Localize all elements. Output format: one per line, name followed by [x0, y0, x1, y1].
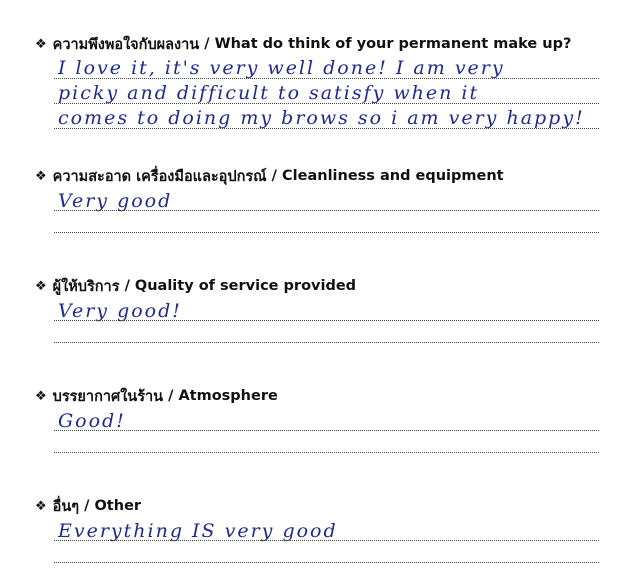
satisfaction-heading-thai: ความพึงพอใจกับผลงาน: [52, 36, 200, 53]
other-dotted-line-2: [54, 562, 599, 563]
cleanliness-heading: [35, 164, 504, 188]
diamond-bullet-icon: ❖: [35, 498, 47, 514]
cleanliness-heading-english: / Cleanliness and equipment: [271, 168, 504, 184]
other-heading-thai: อื่นๆ: [52, 498, 80, 515]
service-heading-thai: ผู้ให้บริการ: [52, 278, 120, 295]
diamond-bullet-icon: ❖: [35, 36, 47, 52]
satisfaction-dotted-line-2: [54, 103, 599, 104]
satisfaction-answer-line-1: I love it, it's very well done! I am very: [58, 57, 505, 79]
atmosphere-dotted-line-1: [54, 430, 599, 431]
cleanliness-dotted-line-2: [54, 232, 599, 233]
diamond-bullet-icon: ❖: [35, 388, 47, 404]
satisfaction-dotted-line-3: [54, 128, 599, 129]
satisfaction-heading-english: / What do think of your permanent make up?: [204, 36, 572, 52]
atmosphere-answer-line-1: Good!: [58, 410, 126, 432]
atmosphere-heading-english: / Atmosphere: [168, 388, 278, 404]
other-answer-line-1: Everything IS very good: [58, 520, 338, 542]
satisfaction-dotted-line-1: [54, 78, 599, 79]
cleanliness-heading-thai: ความสะอาด เครื่องมือและอุปกรณ์: [52, 168, 267, 185]
other-heading-english: / Other: [84, 498, 142, 514]
other-heading: [35, 494, 141, 518]
diamond-bullet-icon: ❖: [35, 278, 47, 294]
atmosphere-heading-thai: บรรยากาศในร้าน: [52, 388, 164, 405]
satisfaction-answer-line-2: picky and difficult to satisfy when it: [58, 82, 480, 104]
cleanliness-answer-line-1: Very good: [58, 190, 173, 212]
atmosphere-dotted-line-2: [54, 452, 599, 453]
service-dotted-line-1: [54, 320, 599, 321]
service-heading: [35, 274, 356, 298]
service-answer-line-1: Very good!: [58, 300, 182, 322]
cleanliness-dotted-line-1: [54, 210, 599, 211]
service-heading-english: / Quality of service provided: [124, 278, 357, 294]
satisfaction-answer-line-3: comes to doing my brows so i am very happy!: [58, 107, 585, 129]
other-dotted-line-1: [54, 540, 599, 541]
service-dotted-line-2: [54, 342, 599, 343]
satisfaction-heading: [35, 32, 571, 56]
diamond-bullet-icon: ❖: [35, 168, 47, 184]
atmosphere-heading: [35, 384, 278, 408]
